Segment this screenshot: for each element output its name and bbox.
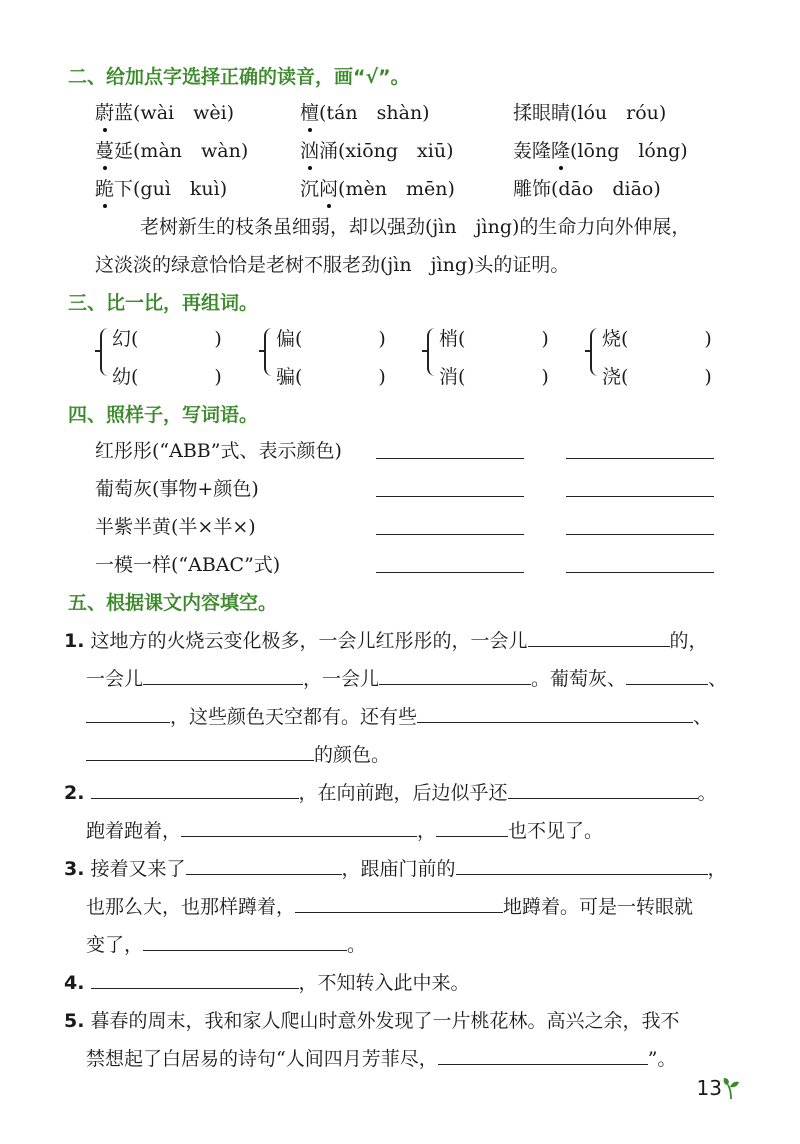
compare-item: 幻( ) xyxy=(112,328,222,350)
pinyin-item: 檀(tán shàn) xyxy=(300,98,430,125)
question-text: 一会儿 xyxy=(86,668,144,690)
fill-blank[interactable] xyxy=(456,856,708,875)
question-5-line-1 xyxy=(64,1006,680,1033)
brace xyxy=(264,328,275,376)
fill-blank[interactable] xyxy=(186,856,342,875)
question-number: 1. xyxy=(64,630,85,652)
question-text: 跑着跑着， xyxy=(86,820,182,842)
question-text: ，在向前跑，后边似乎还 xyxy=(298,782,508,804)
pattern-row-label: 一模一样(“ABAC”式) xyxy=(95,554,281,576)
fill-blank[interactable] xyxy=(626,666,708,685)
question-text: ，跟庙门前的 xyxy=(341,858,456,880)
fill-blank[interactable] xyxy=(417,704,693,723)
pattern-row-label: 葡萄灰(事物+颜色) xyxy=(95,478,259,500)
question-number: 3. xyxy=(64,858,85,880)
fill-blank[interactable] xyxy=(295,894,503,913)
paragraph-line: 老树新生的枝条虽细弱，却以强劲(jìn jìng)的生命力向外伸展， xyxy=(140,216,691,238)
question-1-line-2 xyxy=(86,664,727,691)
pinyin-item: 蔚蓝(wài wèi) xyxy=(95,98,234,125)
fill-blank[interactable] xyxy=(379,666,531,685)
fill-blank[interactable] xyxy=(91,780,299,799)
question-text: 。 xyxy=(697,782,717,804)
question-text: ，这些颜色天空都有。还有些 xyxy=(170,706,418,728)
fill-blank[interactable] xyxy=(91,970,299,989)
answer-line[interactable] xyxy=(566,458,714,459)
section-2-title: 二、给加点字选择正确的读音，画“√”。 xyxy=(68,66,410,88)
compare-item: 偏( ) xyxy=(276,328,386,350)
question-text: ， xyxy=(417,820,437,842)
question-text: 。 xyxy=(347,934,367,956)
question-2-line-2 xyxy=(86,816,603,843)
page-number: 13 xyxy=(696,1076,722,1100)
question-text: 的颜色。 xyxy=(314,744,391,766)
answer-line[interactable] xyxy=(376,496,524,497)
compare-item: 消( ) xyxy=(439,366,549,388)
answer-line[interactable] xyxy=(566,496,714,497)
question-text: ，一会儿 xyxy=(303,668,380,690)
section-4-title: 四、照样子，写词语。 xyxy=(68,404,259,426)
question-number: 2. xyxy=(64,782,85,804)
question-text: ，不知转入此中来。 xyxy=(298,972,470,994)
fill-blank[interactable] xyxy=(86,704,170,723)
pattern-row-label: 红彤彤(“ABB”式、表示颜色) xyxy=(95,440,342,462)
question-3-line-2 xyxy=(86,892,693,919)
fill-blank[interactable] xyxy=(143,666,303,685)
pinyin-item: 揉眼睛(lóu róu) xyxy=(513,102,667,124)
question-2-line-1 xyxy=(64,778,717,805)
question-4-line-1 xyxy=(64,968,470,995)
pinyin-item: 雕饰(dāo diāo) xyxy=(513,178,661,200)
pinyin-item: 跪下(guì kuì) xyxy=(95,174,227,201)
paragraph-line: 这淡淡的绿意恰恰是老树不服老劲(jìn jìng)头的证明。 xyxy=(95,254,570,276)
pinyin-item: 蔓延(màn wàn) xyxy=(95,136,248,163)
compare-item: 梢( ) xyxy=(439,328,549,350)
question-3-line-1 xyxy=(64,854,727,881)
fill-blank[interactable] xyxy=(436,818,508,837)
question-1-line-4 xyxy=(86,740,390,767)
question-number: 5. xyxy=(64,1010,85,1032)
pattern-row-label: 半紫半黄(半×半×) xyxy=(95,516,256,538)
question-3-line-3 xyxy=(86,930,366,957)
section-5-title: 五、根据课文内容填空。 xyxy=(68,592,278,614)
compare-item: 幼( ) xyxy=(112,366,222,388)
brace xyxy=(590,328,601,376)
question-text: 也不见了。 xyxy=(508,820,604,842)
answer-line[interactable] xyxy=(376,572,524,573)
question-text: 的， xyxy=(669,630,708,652)
fill-blank[interactable] xyxy=(508,780,698,799)
question-text: 。葡萄灰、 xyxy=(531,668,627,690)
question-text: 暮春的周末，我和家人爬山时意外发现了一片桃花林。高兴之余，我不 xyxy=(90,1010,680,1032)
answer-line[interactable] xyxy=(376,458,524,459)
fill-blank[interactable] xyxy=(438,1046,648,1065)
question-1-line-3 xyxy=(86,702,712,729)
pinyin-item: 汹涌(xiōng xiū) xyxy=(300,136,454,163)
fill-blank[interactable] xyxy=(86,742,314,761)
question-text: 变了， xyxy=(86,934,144,956)
question-number: 4. xyxy=(64,972,85,994)
fill-blank[interactable] xyxy=(143,932,347,951)
compare-item: 浇( ) xyxy=(602,366,712,388)
pinyin-text: 蓝(wài wèi) xyxy=(114,102,235,124)
question-text: 禁想起了白居易的诗句“人间四月芳菲尽， xyxy=(86,1048,438,1070)
compare-item: 烧( ) xyxy=(602,328,712,350)
fill-blank[interactable] xyxy=(181,818,417,837)
section-3-title: 三、比一比，再组词。 xyxy=(68,292,259,314)
question-1-line-1 xyxy=(64,626,708,653)
brace xyxy=(100,328,111,376)
question-5-line-2 xyxy=(86,1044,676,1071)
answer-line[interactable] xyxy=(566,534,714,535)
compare-item: 骗( ) xyxy=(276,366,386,388)
question-text: 、 xyxy=(708,668,728,690)
question-text: 地蹲着。可是一转眼就 xyxy=(503,896,694,918)
pinyin-item: 轰隆隆(lōng lóng) xyxy=(513,136,688,163)
question-text: 接着又来了 xyxy=(90,858,186,880)
question-text: 、 xyxy=(693,706,713,728)
fill-blank[interactable] xyxy=(528,628,670,647)
brace xyxy=(427,328,438,376)
sprout-icon xyxy=(722,1076,740,1100)
question-text: 这地方的火烧云变化极多，一会儿红彤彤的，一会儿 xyxy=(90,630,528,652)
question-text: ， xyxy=(707,858,727,880)
question-text: ”。 xyxy=(647,1048,677,1070)
pinyin-item: 沉闷(mèn mēn) xyxy=(300,174,455,201)
answer-line[interactable] xyxy=(376,534,524,535)
answer-line[interactable] xyxy=(566,572,714,573)
question-text: 也那么大，也那样蹲着， xyxy=(86,896,296,918)
